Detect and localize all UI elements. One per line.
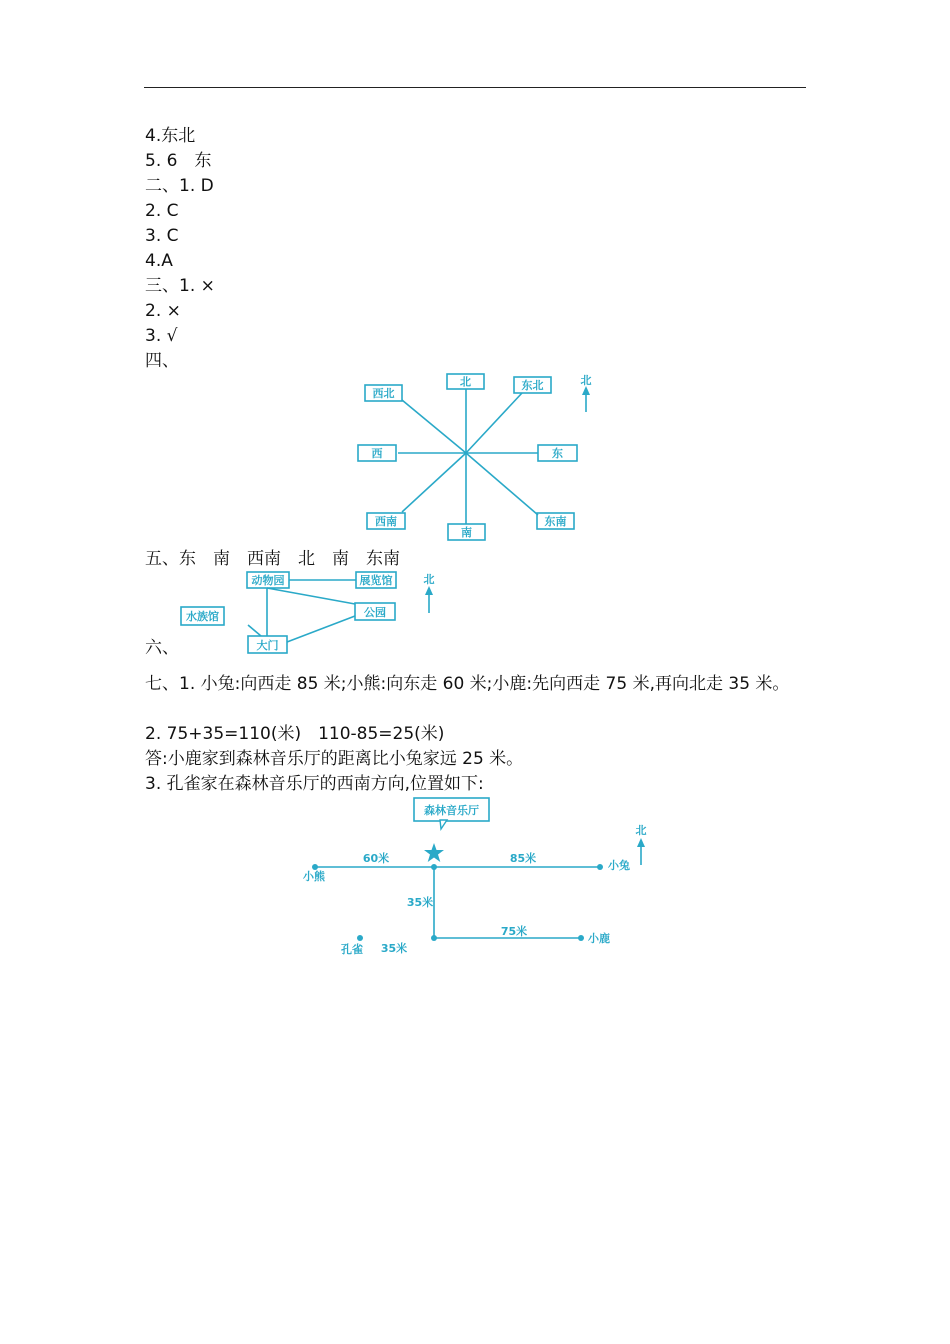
header-rule bbox=[144, 87, 806, 88]
point-peacock bbox=[357, 935, 363, 941]
map-diagram bbox=[175, 567, 445, 659]
distance-35-vertical: 35米 bbox=[406, 896, 434, 909]
label-rabbit: 小兔 bbox=[608, 859, 630, 872]
distance-35-horizontal: 35米 bbox=[380, 942, 408, 955]
answer-line: 4.东北 bbox=[145, 126, 196, 146]
distance-60: 60米 bbox=[362, 852, 390, 865]
point-hall bbox=[431, 864, 437, 870]
section-label: 四、 bbox=[145, 351, 179, 371]
compass-diagram bbox=[350, 370, 610, 546]
point-rabbit bbox=[597, 864, 603, 870]
label-northeast: 东北 bbox=[521, 379, 544, 392]
star-icon bbox=[424, 843, 444, 862]
answer-line: 2. 75+35=110(米) 110-85=25(米) bbox=[145, 724, 445, 744]
answer-line: 二、1. D bbox=[145, 176, 214, 196]
section-label: 六、 bbox=[145, 638, 179, 658]
speech-bubble-tail bbox=[440, 820, 447, 829]
label-deer: 小鹿 bbox=[588, 932, 610, 945]
answer-line: 2. C bbox=[145, 201, 179, 221]
answer-line: 2. × bbox=[145, 301, 181, 321]
answer-line: 4.A bbox=[145, 251, 173, 271]
label-peacock: 孔雀 bbox=[341, 943, 363, 956]
label-park: 公园 bbox=[364, 606, 386, 619]
label-hall: 森林音乐厅 bbox=[424, 804, 479, 817]
label-zoo: 动物园 bbox=[251, 574, 285, 587]
north-arrow-label: 北 bbox=[635, 824, 647, 837]
label-south: 南 bbox=[461, 526, 472, 539]
answer-line: 3. 孔雀家在森林音乐厅的西南方向,位置如下: bbox=[145, 774, 484, 794]
answer-line: 3. C bbox=[145, 226, 179, 246]
answer-line: 五、东 南 西南 北 南 东南 bbox=[145, 549, 400, 569]
distance-85: 85米 bbox=[509, 852, 537, 865]
answer-line: 答:小鹿家到森林音乐厅的距离比小兔家远 25 米。 bbox=[145, 749, 524, 769]
point-deer bbox=[578, 935, 584, 941]
label-west: 西 bbox=[371, 447, 383, 460]
north-arrow-label: 北 bbox=[423, 573, 435, 586]
label-northwest: 西北 bbox=[372, 387, 395, 400]
answer-line: 3. √ bbox=[145, 326, 178, 346]
label-southeast: 东南 bbox=[544, 515, 567, 528]
label-southwest: 西南 bbox=[375, 515, 397, 528]
label-gate: 大门 bbox=[256, 639, 279, 652]
point-junction bbox=[431, 935, 437, 941]
label-east: 东 bbox=[552, 447, 563, 460]
label-exhibition: 展览馆 bbox=[359, 574, 393, 587]
route-diagram bbox=[290, 795, 660, 965]
answer-paragraph: 七、1. 小兔:向西走 85 米;小熊:向东走 60 米;小鹿:先向西走 75 米,再向北走 35 米。 bbox=[145, 674, 790, 694]
label-aquarium: 水族馆 bbox=[186, 610, 219, 623]
distance-75: 75米 bbox=[500, 925, 528, 938]
label-north: 北 bbox=[460, 375, 471, 389]
north-arrow-label: 北 bbox=[580, 374, 592, 387]
answer-line: 5. 6 东 bbox=[145, 151, 212, 171]
answer-line: 三、1. × bbox=[145, 276, 215, 296]
label-bear: 小熊 bbox=[303, 870, 325, 883]
